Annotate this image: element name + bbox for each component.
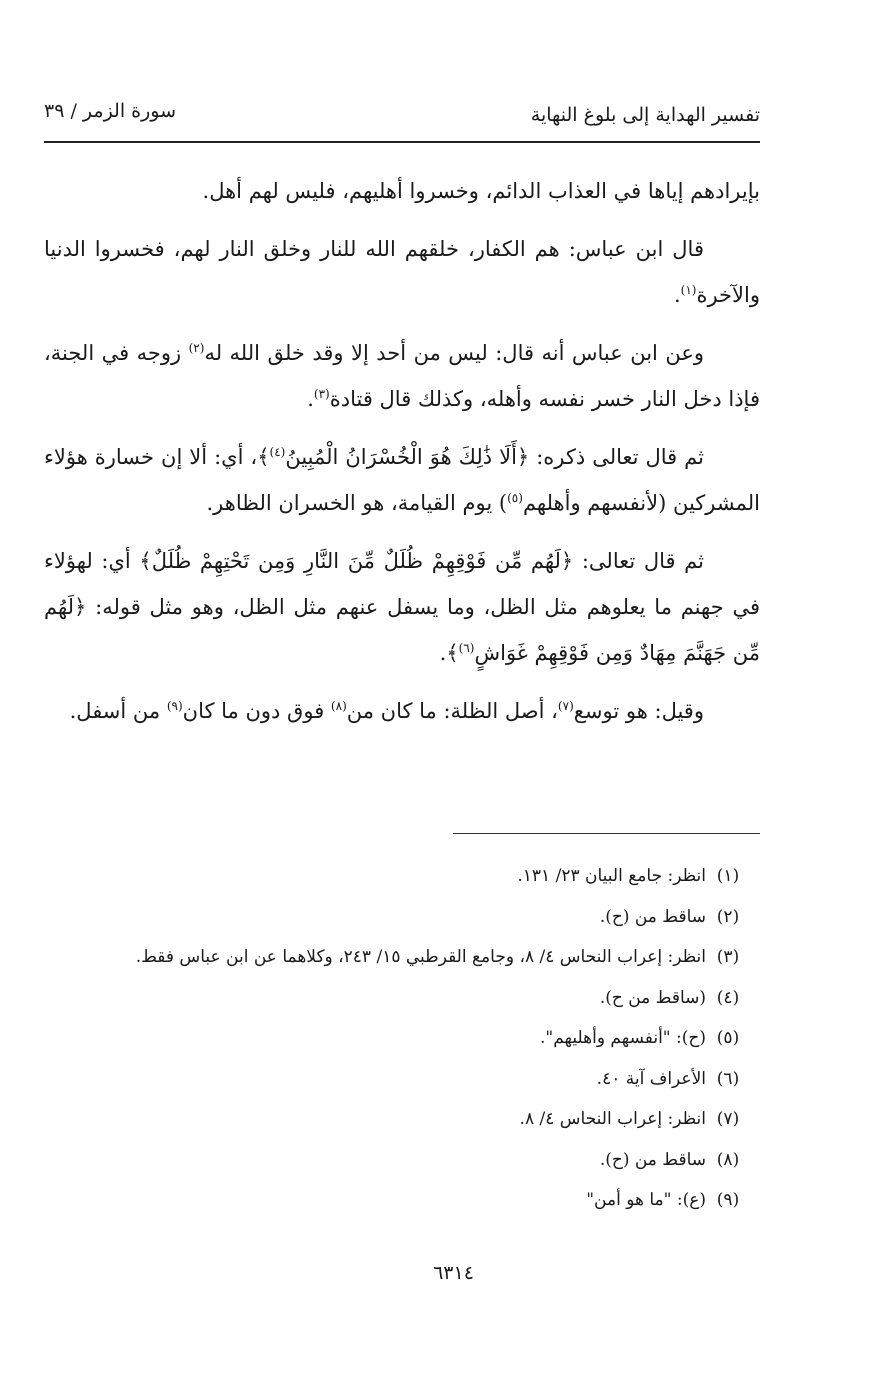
paragraph-6-text-a: وقيل: هو توسع (573, 699, 704, 723)
footnote-item (44, 1018, 750, 1059)
running-title: تفسير الهداية إلى بلوغ النهاية (530, 104, 760, 126)
footnote-ref-4[interactable]: (٤) (269, 445, 286, 459)
footnote-text: انظر: إعراب النحاس ٤/ ٨، وجامع القرطبي ١٥/ ٢٤٣، وكلاهما عن ابن عباس فقط. (135, 947, 706, 967)
page-header (44, 100, 760, 136)
paragraph-1 (44, 168, 760, 214)
main-text (44, 168, 760, 746)
paragraph-3-text-b: زوجه في الجنة، فإذا دخل النار خسر نفسه وأهله، وكذلك قال قتادة (44, 341, 760, 411)
paragraph-1-text: بإيرادهم إياها في العذاب الدائم، وخسروا أهليهم، فليس لهم أهل. (202, 179, 760, 203)
footnote-item (44, 937, 750, 978)
paragraph-3-text-a: وعن ابن عباس أنه قال: ليس من أحد إلا وقد خلق الله له (204, 341, 704, 365)
paragraph-5-end: . (439, 641, 447, 665)
footnote-text: ساقط من (ح). (599, 906, 706, 927)
paragraph-6-text-c: فوق دون ما كان (182, 699, 331, 723)
footnote-number: (٧) (716, 1109, 740, 1129)
page-number: ٦٣١٤ (433, 1262, 474, 1284)
footnote-text: الأعراف آية ٤٠. (596, 1068, 706, 1089)
paragraph-5-text-a: ثم قال تعالى: (573, 549, 704, 573)
footnote-ref-5[interactable]: (٥) (507, 491, 523, 505)
footnote-number: (٤) (716, 987, 740, 1008)
footnote-number: (٣) (716, 947, 740, 967)
paragraph-4-text-a: ثم قال تعالى ذكره: (529, 445, 704, 469)
paragraph-6-text-b: ، أصل الظلة: ما كان من (346, 699, 558, 723)
quran-verse-1: ﴿أَلَا ذَٰلِكَ هُوَ الْخُسْرَانُ الْمُبِينُ (285, 445, 530, 469)
quran-verse-2: ﴿لَهُم مِّن فَوْقِهِمْ ظُلَلٌ مِّنَ النَّارِ وَمِن تَحْتِهِمْ ظُلَلٌ﴾ (139, 549, 574, 573)
paragraph-4 (44, 434, 760, 526)
footnote-ref-9[interactable]: (٩) (166, 699, 183, 713)
quran-verse-1-close: ﴾ (257, 445, 270, 469)
footnote-text: (ساقط من ح). (599, 987, 706, 1008)
footnote-divider (453, 833, 760, 834)
paragraph-5-text-b: أي: لهؤلاء في جهنم ما يعلوهم مثل الظل، وما يسفل عنهم مثل الظل، وهو مثل قوله: (44, 549, 760, 619)
footnote-text: انظر: إعراب النحاس ٤/ ٨. (519, 1109, 706, 1129)
footnote-number: (٩) (716, 1190, 740, 1210)
paragraph-4-text-c: ) يوم القيامة، هو الخسران الظاهر. (206, 491, 508, 515)
footnote-text: (ع): "ما هو أمن" (586, 1190, 706, 1210)
paragraph-2-end: . (673, 283, 681, 307)
footnote-number: (٥) (716, 1028, 740, 1048)
footnote-text: ساقط من (ح). (599, 1149, 706, 1170)
footnote-item (44, 1099, 750, 1140)
footnote-ref-6[interactable]: (٦) (458, 641, 475, 655)
footnote-ref-2[interactable]: (٢) (188, 341, 205, 355)
paragraph-3 (44, 330, 760, 422)
footnotes-list (44, 856, 750, 1221)
quran-verse-3-close: ﴾ (446, 641, 459, 665)
footnote-number: (٢) (716, 906, 740, 927)
footnote-ref-7[interactable]: (٧) (557, 699, 574, 713)
footnote-number: (٨) (716, 1149, 740, 1170)
paragraph-6-text-d: من أسفل. (69, 699, 167, 723)
paragraph-2 (44, 226, 760, 318)
footnote-item (44, 897, 750, 938)
footnote-item (44, 1059, 750, 1100)
paragraph-6 (44, 688, 760, 734)
footnote-text: (ح): "أنفسهم وأهليهم". (540, 1028, 706, 1048)
surah-label: سورة الزمر / ٣٩ (44, 100, 177, 122)
header-divider (44, 141, 760, 143)
paragraph-2-text: قال ابن عباس: هم الكفار، خلقهم الله للنار وخلق النار لهم، فخسروا الدنيا والآخرة (44, 237, 760, 307)
paragraph-5 (44, 538, 760, 676)
footnote-number: (٦) (716, 1068, 740, 1089)
paragraph-3-end: . (307, 387, 314, 411)
footnote-text: انظر: جامع البيان ٢٣/ ١٣١. (517, 866, 706, 886)
footnote-item (44, 856, 750, 897)
paragraph-4-text-b: ، أي: ألا إن خسارة هؤلاء المشركين (لأنفسهم وأهلهم (44, 445, 760, 515)
footnote-number: (١) (716, 866, 740, 886)
footnote-ref-8[interactable]: (٨) (330, 699, 347, 713)
footnote-item (44, 978, 750, 1019)
footnote-ref-3[interactable]: (٣) (313, 387, 330, 401)
footnote-ref-1[interactable]: (١) (680, 283, 697, 297)
footnote-item (44, 1180, 750, 1221)
quran-verse-3: ﴿لَهُم مِّن جَهَنَّمَ مِهَادٌ وَمِن فَوْقِهِمْ غَوَاشٍ (44, 595, 760, 665)
footnote-item (44, 1140, 750, 1181)
